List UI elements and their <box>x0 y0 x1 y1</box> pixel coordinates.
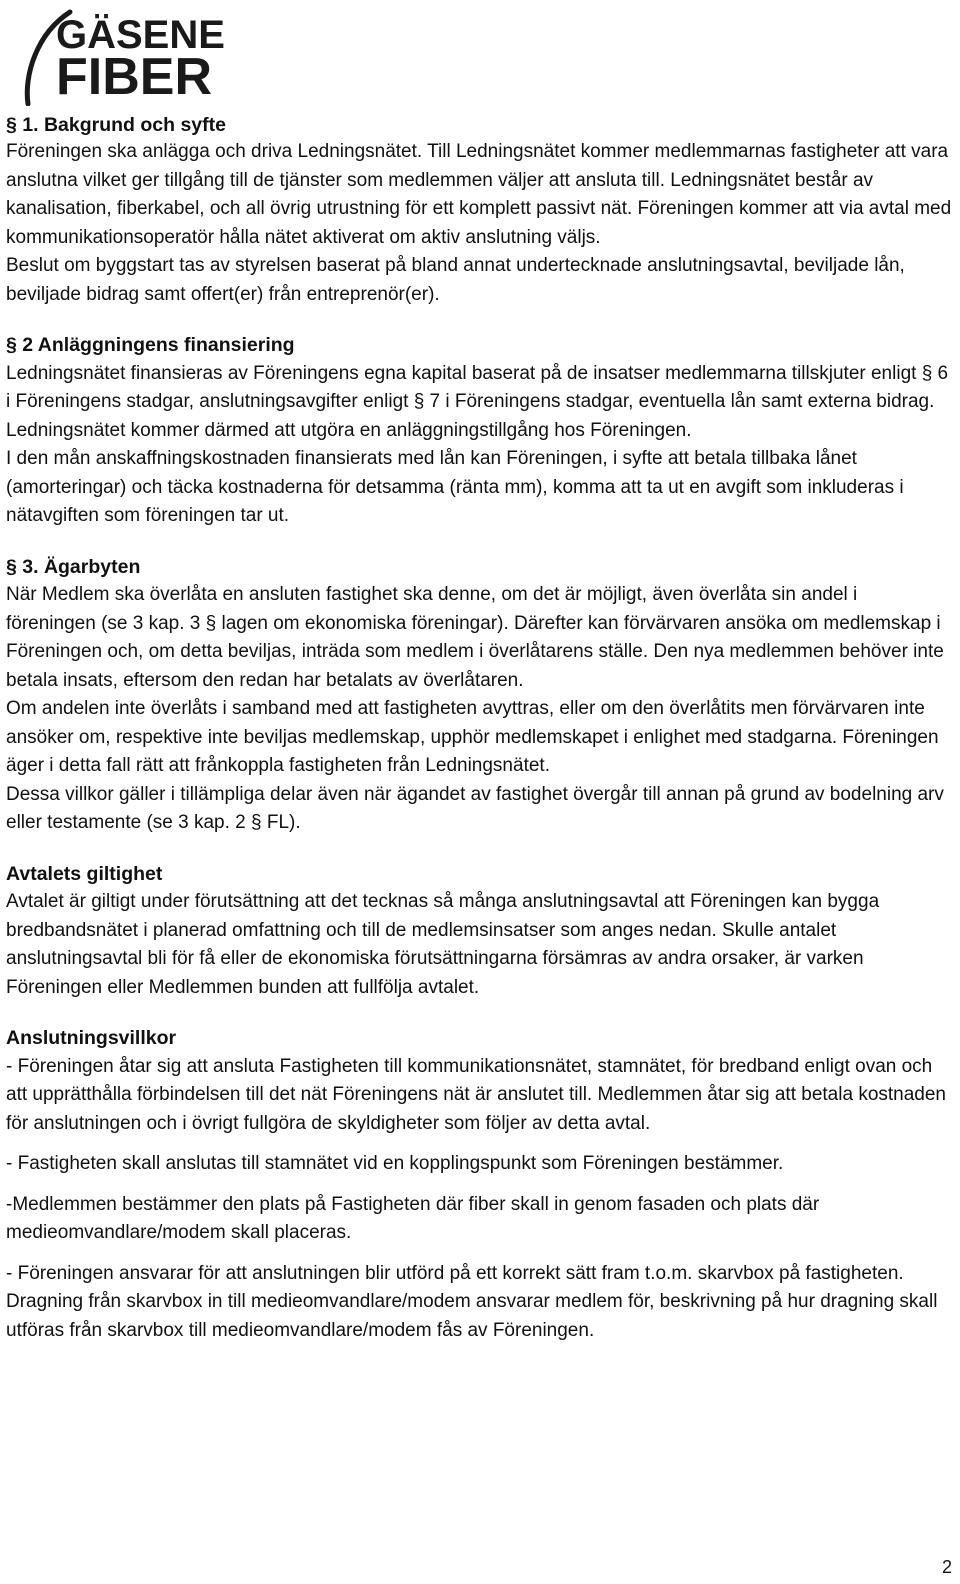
section-5-item-4: - Föreningen ansvarar för att anslutningen blir utförd på ett korrekt sätt fram t.o.m. skarvbox på fastigheten. Dragning från skarvbox in till medieomvandlare/modem ansvarar medlem för, beskrivning på hur dragning skall utföras från skarvbox till medieomvandlare/modem fås av Föreningen. <box>6 1262 938 1341</box>
section-2-heading: § 2 Anläggningens finansiering <box>6 334 295 356</box>
section-4-paragraph: Avtalet är giltigt under förutsättning att det tecknas så många anslutningsavtal att Föreningen kan bygga bredbandsnätet i planerad omfattning och till de medlemsinsatser som anges nedan. Skulle antalet anslutningsavtal bli för få eller de ekonomiska förutsättningarna försämras av andra orsaker, är varken Föreningen eller Medlemmen bunden att fullfölja avtalet. <box>6 891 880 998</box>
section-5-item-1: - Föreningen åtar sig att ansluta Fastigheten till kommunikationsnätet, stamnätet, för bredband enligt ovan och att upprätthålla förbindelsen till det nät Föreningens nät är anslutet till. Medlemmen åtar sig att betala kostnaden för anslutningen och i övrigt fullgöra de skyldigheter som följer av detta avtal. <box>6 1055 946 1134</box>
section-1-heading: § 1. Bakgrund och syfte <box>6 114 226 136</box>
section-3-paragraph-3: Dessa villkor gäller i tillämpliga delar även när ägandet av fastighet övergår till annan på grund av bodelning arv eller testamente (se 3 kap. 2 § FL). <box>6 783 944 833</box>
section-1-paragraph-1: Föreningen ska anlägga och driva Ledningsnätet. Till Ledningsnätet kommer medlemmarnas fastigheter att vara anslutna vilket ger tillgång till de tjänster som medlemmen väljer att ansluta till. Ledningsnätet består av kanalisation, fiberkabel, och all övrig utrustning för ett komplett passivt nät. Föreningen kommer att via avtal med kommunikationsoperatör hålla nätet aktiverat om aktiv anslutning väljs. <box>6 141 952 248</box>
section-5-heading: Anslutningsvillkor <box>6 1027 177 1049</box>
section-3-heading: § 3. Ägarbyten <box>6 555 141 578</box>
section-1-paragraph-2: Beslut om byggstart tas av styrelsen baserat på bland annat undertecknade anslutningsavtal, beviljade lån, beviljade bidrag samt offert(er) från entreprenör(er). <box>6 255 905 305</box>
section-5-item-3: -Medlemmen bestämmer den plats på Fastigheten där fiber skall in genom fasaden och plats där medieomvandlare/modem skall placeras. <box>6 1193 820 1243</box>
section-2-paragraph-2: I den mån anskaffningskostnaden finansierats med lån kan Föreningen, i syfte att betala tillbaka lånet (amorteringar) och täcka kostnaderna för detsamma (ränta mm), komma att ta ut en avgift som inkluderas i nätavgiften som föreningen tar ut. <box>6 448 904 526</box>
section-3-paragraph-1: När Medlem ska överlåta en ansluten fastighet ska denne, om det är möjligt, även överlåta sin andel i föreningen (se 3 kap. 3 § lagen om ekonomiska föreningar). Därefter kan förvärvaren ansöka om medlemskap i Föreningen och, om detta beviljas, inträda som medlem i överlåtarens ställe. Den nya medlemmen behöver inte betala insats, eftersom den redan har betalats av överlåtaren. <box>6 584 944 691</box>
logo-text-gasene: GÄSENE <box>56 13 225 57</box>
logo-text-fiber: FIBER <box>56 48 212 106</box>
section-4-heading: Avtalets giltighet <box>6 862 163 885</box>
gasene-fiber-logo <box>14 6 234 106</box>
document-body <box>6 112 952 1345</box>
section-3-paragraph-2: Om andelen inte överlåts i samband med att fastigheten avyttras, eller om den överlåtits men förvärvaren inte ansöker om, respektive inte beviljas medlemskap, upphör medlemskapet i enlighet med stadgarna. Föreningen äger i detta fall rätt att frånkoppla fastigheten från Ledningsnätet. <box>6 698 939 776</box>
section-5-item-2: - Fastigheten skall anslutas till stamnätet vid en kopplingspunkt som Föreningen bestämmer. <box>6 1153 784 1174</box>
page-number: 2 <box>941 1557 952 1577</box>
section-2-paragraph-1: Ledningsnätet finansieras av Föreningens egna kapital baserat på de insatser medlemmarna tillskjuter enligt § 6 i Föreningens stadgar, anslutningsavgifter enligt § 7 i Föreningens stadgar, eventuella lån samt externa bidrag. Ledningsnätet kommer därmed att utgöra en anläggningstillgång hos Föreningen. <box>6 362 949 441</box>
